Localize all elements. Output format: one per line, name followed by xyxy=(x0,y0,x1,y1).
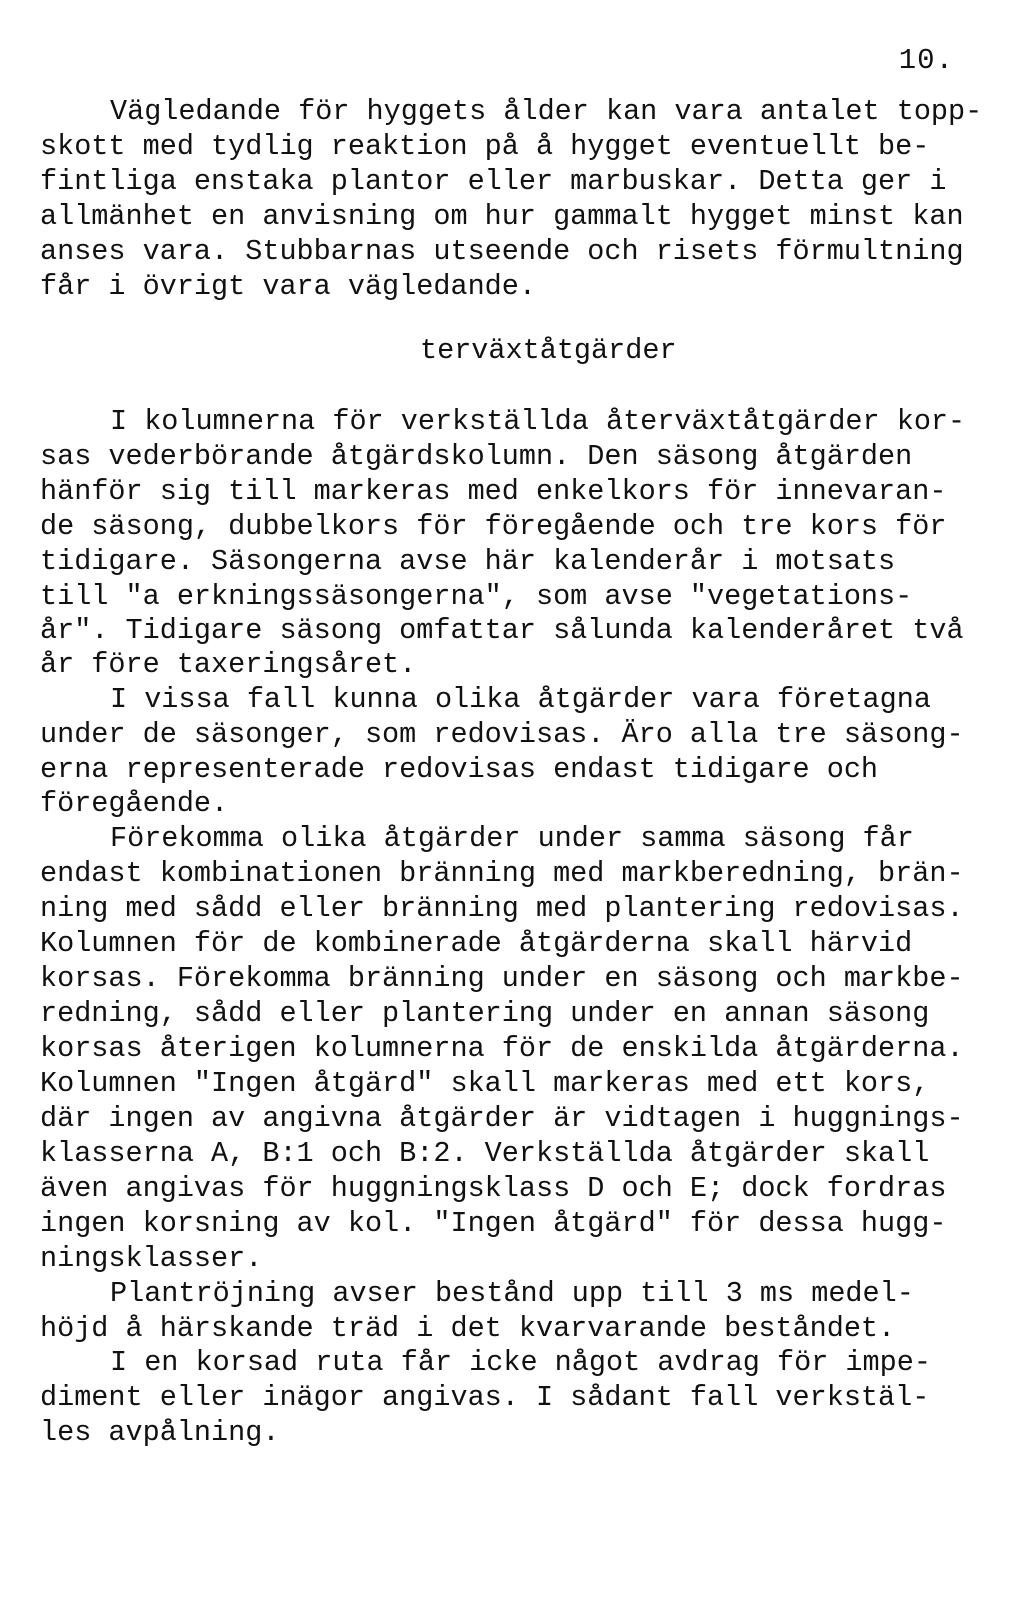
text-line: korsas återigen kolumnerna för de enskilda åtgärderna. xyxy=(40,1032,964,1065)
text-line: de säsong, dubbelkors för föregående och tre kors för xyxy=(40,510,947,543)
section-heading: terväxtåtgärder xyxy=(420,334,677,367)
text-line: endast kombinationen bränning med markberedning, brän- xyxy=(40,857,964,890)
page-number: 10. xyxy=(898,44,954,77)
text-line: klasserna A, B:1 och B:2. Verkställda åtgärder skall xyxy=(40,1137,930,1170)
text-line: sas vederbörande åtgärdskolumn. Den säsong åtgärden xyxy=(40,440,913,473)
text-line: Förekomma olika åtgärder under samma säsong får xyxy=(110,822,914,855)
text-line: les avpålning. xyxy=(40,1416,280,1449)
text-line: I vissa fall kunna olika åtgärder vara företagna xyxy=(110,683,931,716)
text-line: ingen korsning av kol. "Ingen åtgärd" för dessa hugg- xyxy=(40,1207,947,1240)
text-line: Plantröjning avser bestånd upp till 3 ms medel- xyxy=(110,1277,914,1310)
text-line: ningsklasser. xyxy=(40,1242,263,1275)
text-line: Kolumnen för de kombinerade åtgärderna skall härvid xyxy=(40,927,913,960)
text-line: diment eller inägor angivas. I sådant fall verkstäl- xyxy=(40,1381,930,1414)
text-line: ning med sådd eller bränning med plantering redovisas. xyxy=(40,892,964,925)
text-line: I kolumnerna för verkställda återväxtåtgärder kor- xyxy=(110,405,966,438)
text-line: hänför sig till markeras med enkelkors för innevaran- xyxy=(40,475,947,508)
text-line: där ingen av angivna åtgärder är vidtagen i huggnings- xyxy=(40,1102,964,1135)
text-line: får i övrigt vara vägledande. xyxy=(40,270,536,303)
text-line: fintliga enstaka plantor eller marbuskar. Detta ger i xyxy=(40,165,947,198)
text-line: även angivas för huggningsklass D och E; dock fordras xyxy=(40,1172,947,1205)
text-line: Vägledande för hyggets ålder kan vara antalet topp- xyxy=(110,95,983,128)
text-line: under de säsonger, som redovisas. Äro alla tre säsong- xyxy=(40,718,964,751)
text-line: år". Tidigare säsong omfattar sålunda kalenderåret två xyxy=(40,614,964,647)
text-line: föregående. xyxy=(40,787,229,820)
text-line: till "a erkningssäsongerna", som avse "vegetations- xyxy=(40,580,913,613)
text-line: Kolumnen "Ingen åtgärd" skall markeras med ett kors, xyxy=(40,1067,930,1100)
text-line: korsas. Förekomma bränning under en säsong och markbe- xyxy=(40,962,964,995)
text-line: redning, sådd eller plantering under en annan säsong xyxy=(40,997,930,1030)
text-line: anses vara. Stubbarnas utseende och risets förmultning xyxy=(40,235,964,268)
text-line: allmänhet en anvisning om hur gammalt hygget minst kan xyxy=(40,200,964,233)
text-line: skott med tydlig reaktion på å hygget eventuellt be- xyxy=(40,130,930,163)
text-line: erna representerade redovisas endast tidigare och xyxy=(40,753,879,786)
text-line: höjd å härskande träd i det kvarvarande beståndet. xyxy=(40,1312,896,1345)
text-line: år före taxeringsåret. xyxy=(40,648,417,681)
text-line: tidigare. Säsongerna avse här kalenderår i motsats xyxy=(40,545,896,578)
text-line: I en korsad ruta får icke något avdrag för impe- xyxy=(110,1346,931,1379)
